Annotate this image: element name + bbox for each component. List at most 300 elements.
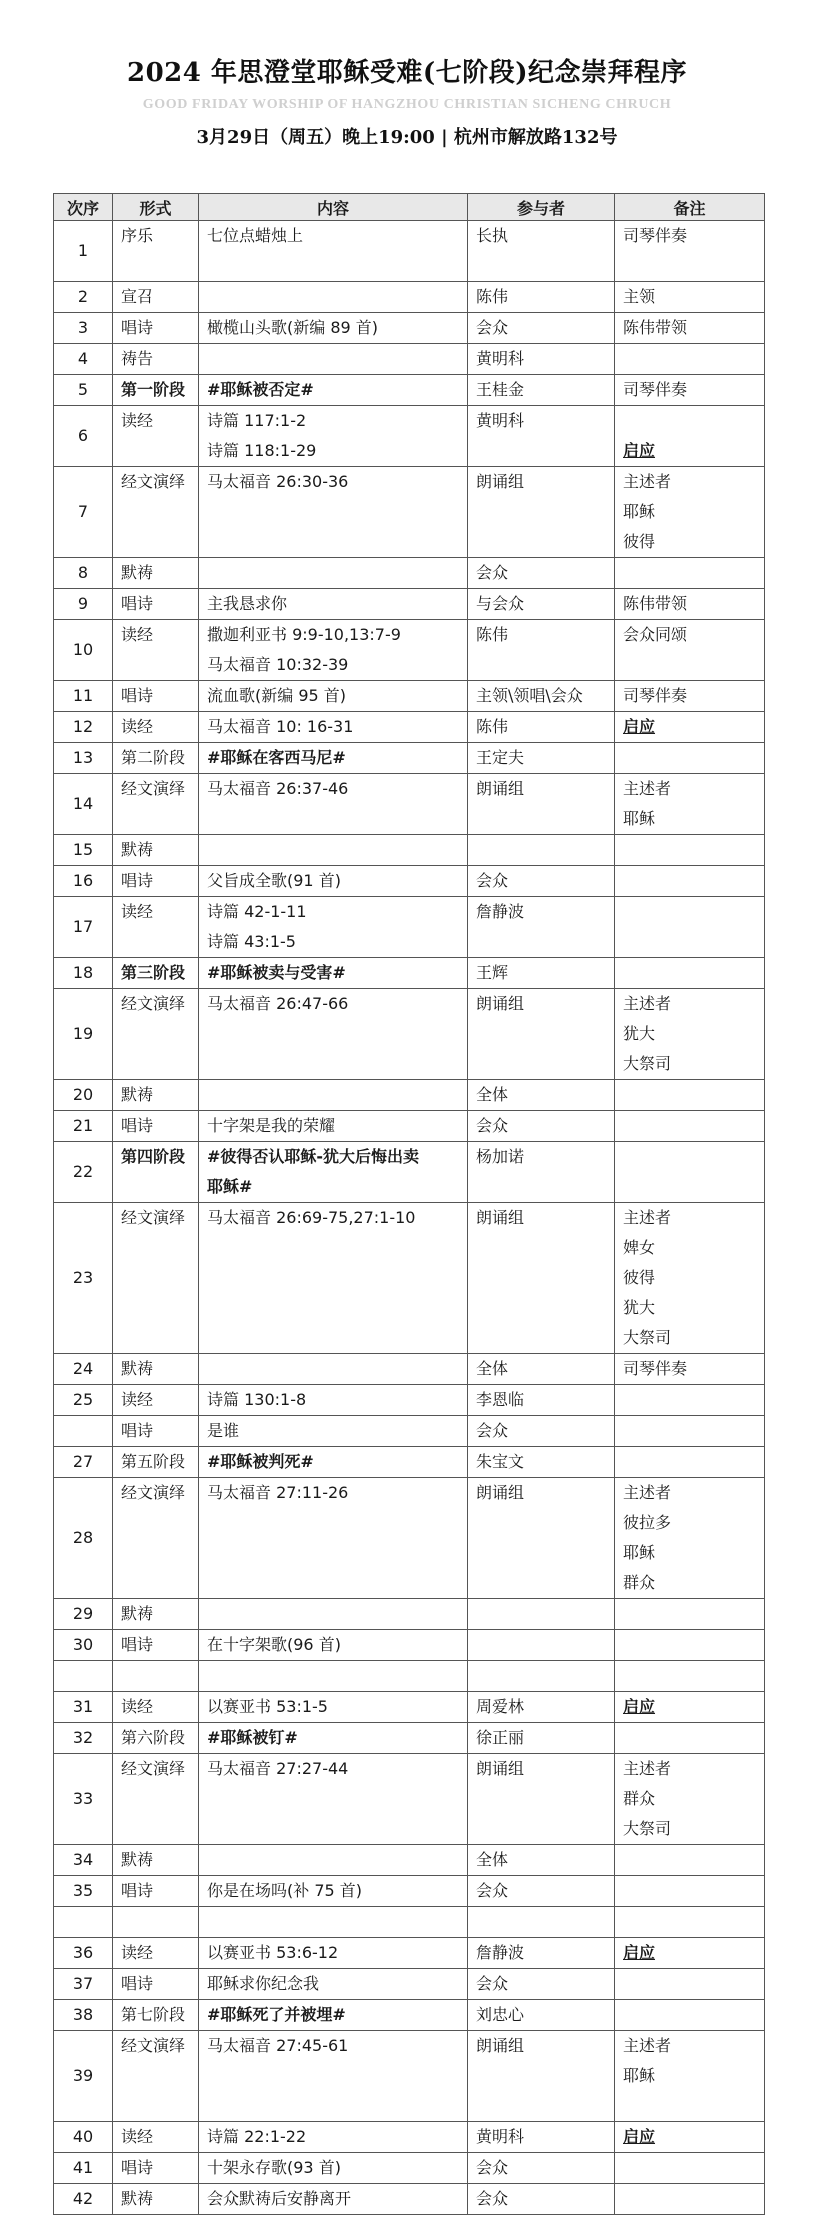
notes-line: 启应 [623,1697,656,1716]
order-cell: 41 [54,2153,113,2184]
notes-cell [615,743,765,774]
notes-line [623,897,764,927]
content-line: 十架永存歌(93 首) [207,2158,341,2177]
content-line: 马太福音 26:47-66 [207,994,349,1013]
participants-cell: 会众 [468,558,615,589]
content-line: 马太福音 10: 16-31 [207,717,354,736]
page-title: 2024 年思澄堂耶稣受难(七阶段)纪念崇拜程序 [126,58,688,88]
form-cell: 唱诗 [113,589,199,620]
order-cell: 15 [54,835,113,866]
notes-line: 大祭司 [623,1328,672,1347]
table-row [54,1845,765,1876]
notes-line [623,743,764,773]
spacer-cell [615,1907,765,1938]
form-cell: 唱诗 [113,1416,199,1447]
participants-cell: 朱宝文 [468,1447,615,1478]
order-cell: 34 [54,1845,113,1876]
notes-cell [615,620,765,681]
form-cell: 经文演绎 [113,467,199,558]
content-cell [199,2000,468,2031]
notes-line: 陈伟带领 [623,594,688,613]
notes-line: 群众 [623,1573,656,1592]
participants-cell: 朗诵组 [468,1754,615,1845]
notes-cell [615,681,765,712]
content-cell [199,1142,468,1203]
participants-cell: 长执 [468,221,615,282]
participants-cell: 会众 [468,2184,615,2215]
order-cell: 24 [54,1354,113,1385]
notes-line: 会众同颂 [623,625,688,644]
participants-cell [468,1599,615,1630]
form-cell: 唱诗 [113,866,199,897]
order-cell: 20 [54,1080,113,1111]
content-cell [199,1692,468,1723]
participants-cell: 朗诵组 [468,1478,615,1599]
notes-cell [615,1754,765,1845]
table-body [54,221,765,2215]
table-row [54,1754,765,1845]
notes-cell [615,313,765,344]
form-cell: 默祷 [113,1845,199,1876]
notes-line: 耶稣 [623,1543,656,1562]
form-cell: 祷告 [113,344,199,375]
notes-cell [615,375,765,406]
notes-line: 犹大 [623,1024,656,1043]
form-cell: 默祷 [113,835,199,866]
column-header-form: 形式 [113,194,199,221]
notes-cell [615,2153,765,2184]
table-row [54,467,765,558]
content-line: 马太福音 10:32-39 [207,655,349,674]
content-cell [199,1385,468,1416]
notes-line [623,344,764,374]
table-row [54,1938,765,1969]
content-line: 是谁 [207,1421,240,1440]
content-line: #彼得否认耶稣-犹大后悔出卖 [207,1147,420,1166]
content-cell [199,1876,468,1907]
notes-cell [615,221,765,282]
participants-cell: 黄明科 [468,406,615,467]
content-line: 诗篇 117:1-2 [207,411,307,430]
content-line [207,558,467,588]
notes-line: 陈伟带领 [623,318,688,337]
notes-line: 犹大 [623,1298,656,1317]
notes-line [623,2153,764,2183]
order-cell: 32 [54,1723,113,1754]
notes-line: 主述者 [623,1759,672,1778]
content-line: 马太福音 26:37-46 [207,779,349,798]
order-cell: 11 [54,681,113,712]
content-line: #耶稣被钉# [207,1728,298,1747]
content-cell [199,2184,468,2215]
order-cell: 29 [54,1599,113,1630]
participants-cell: 朗诵组 [468,467,615,558]
table-row [54,344,765,375]
order-cell: 2 [54,282,113,313]
participants-cell: 朗诵组 [468,774,615,835]
content-line: 马太福音 27:11-26 [207,1483,349,1502]
notes-line: 主述者 [623,472,672,491]
participants-cell: 会众 [468,866,615,897]
form-cell: 经文演绎 [113,1478,199,1599]
participants-cell: 王辉 [468,958,615,989]
content-cell [199,1630,468,1661]
order-cell: 21 [54,1111,113,1142]
participants-cell: 黄明科 [468,344,615,375]
participants-cell: 主领\领唱\会众 [468,681,615,712]
content-cell [199,2153,468,2184]
notes-cell [615,467,765,558]
column-header-notes: 备注 [615,194,765,221]
notes-cell [615,344,765,375]
content-cell [199,1938,468,1969]
content-line [207,1599,467,1629]
notes-cell [615,1723,765,1754]
table-row [54,375,765,406]
order-cell: 36 [54,1938,113,1969]
notes-line [623,2000,764,2030]
notes-cell [615,1938,765,1969]
content-line [207,1354,467,1384]
table-row [54,282,765,313]
content-line: 七位点蜡烛上 [207,226,304,245]
content-cell [199,1111,468,1142]
header-row [54,194,765,221]
notes-cell [615,958,765,989]
table-row [54,1723,765,1754]
spacer-cell [468,1907,615,1938]
table-row [54,1630,765,1661]
content-cell [199,221,468,282]
participants-cell: 杨加诺 [468,1142,615,1203]
content-cell [199,1354,468,1385]
table-row [54,1599,765,1630]
content-cell [199,897,468,958]
participants-cell: 会众 [468,313,615,344]
content-cell [199,558,468,589]
order-cell: 35 [54,1876,113,1907]
content-line [207,251,467,281]
content-cell [199,620,468,681]
participants-cell: 王定夫 [468,743,615,774]
content-line: 马太福音 26:69-75,27:1-10 [207,1208,416,1227]
content-line [207,835,467,865]
table-row [54,2000,765,2031]
notes-line [623,406,764,436]
table-row [54,558,765,589]
notes-cell [615,989,765,1080]
order-cell: 25 [54,1385,113,1416]
table-row [54,620,765,681]
content-line: 诗篇 43:1-5 [207,932,296,951]
notes-line [623,1447,764,1477]
form-cell: 读经 [113,1385,199,1416]
table-row [54,589,765,620]
notes-cell [615,1845,765,1876]
form-cell: 唱诗 [113,1630,199,1661]
content-line: 耶稣# [207,1177,253,1196]
column-header-participants: 参与者 [468,194,615,221]
participants-cell: 陈伟 [468,620,615,681]
notes-line [623,2091,764,2121]
order-cell: 27 [54,1447,113,1478]
content-line: 撒迦利亚书 9:9-10,13:7-9 [207,625,401,644]
content-cell [199,1478,468,1599]
form-cell: 读经 [113,2122,199,2153]
content-cell [199,1203,468,1354]
spacer-cell [54,1661,113,1692]
notes-cell [615,1876,765,1907]
order-cell: 12 [54,712,113,743]
order-cell: 23 [54,1203,113,1354]
content-line: 以赛亚书 53:6-12 [207,1943,339,1962]
notes-line: 启应 [623,2127,656,2146]
content-cell [199,743,468,774]
participants-cell: 朗诵组 [468,2031,615,2122]
content-line: 诗篇 130:1-8 [207,1390,307,1409]
participants-cell: 会众 [468,1876,615,1907]
table-row [54,681,765,712]
notes-line: 司琴伴奏 [623,1359,688,1378]
order-cell: 30 [54,1630,113,1661]
content-line: 流血歌(新编 95 首) [207,686,347,705]
table-row [54,1692,765,1723]
participants-cell: 黄明科 [468,2122,615,2153]
notes-cell [615,835,765,866]
participants-cell [468,835,615,866]
form-cell: 读经 [113,897,199,958]
form-cell: 默祷 [113,1080,199,1111]
form-cell: 唱诗 [113,1876,199,1907]
order-cell: 14 [54,774,113,835]
notes-cell [615,1478,765,1599]
form-cell: 默祷 [113,1599,199,1630]
order-cell: 8 [54,558,113,589]
table-row [54,2122,765,2153]
content-cell [199,313,468,344]
order-cell: 19 [54,989,113,1080]
table-row [54,2153,765,2184]
notes-line: 主述者 [623,994,672,1013]
notes-line: 耶稣 [623,2066,656,2085]
spacer-cell [199,1907,468,1938]
content-cell [199,2122,468,2153]
participants-cell: 与会众 [468,589,615,620]
form-cell: 第一阶段 [113,375,199,406]
notes-line [623,558,764,588]
form-cell: 读经 [113,406,199,467]
notes-line: 大祭司 [623,1819,672,1838]
notes-line [623,1599,764,1629]
content-cell [199,989,468,1080]
table-row [54,1876,765,1907]
form-cell: 经文演绎 [113,989,199,1080]
order-cell [54,1416,113,1447]
table-row [54,1142,765,1203]
content-line: 父旨成全歌(91 首) [207,871,341,890]
table-row [54,743,765,774]
content-cell [199,835,468,866]
table-row [54,712,765,743]
content-cell [199,375,468,406]
notes-cell [615,1692,765,1723]
notes-line [623,2184,764,2214]
form-cell: 默祷 [113,2184,199,2215]
notes-line [623,1630,764,1660]
notes-cell [615,1354,765,1385]
participants-cell: 刘忠心 [468,2000,615,2031]
content-cell [199,282,468,313]
table-row [54,835,765,866]
notes-line [623,1111,764,1141]
content-line [207,1080,467,1110]
order-cell: 1 [54,221,113,282]
notes-line: 司琴伴奏 [623,686,688,705]
content-line: #耶稣被否定# [207,380,314,399]
participants-cell: 周爱林 [468,1692,615,1723]
notes-cell [615,406,765,467]
form-cell: 第五阶段 [113,1447,199,1478]
notes-line: 主述者 [623,1483,672,1502]
table-row [54,406,765,467]
table-row [54,1203,765,1354]
table-row [54,221,765,282]
order-cell: 9 [54,589,113,620]
content-line: 马太福音 26:30-36 [207,472,349,491]
date-location: 3月29日（周五）晚上19:00 | 杭州市解放路132号 [196,127,618,148]
content-cell [199,1447,468,1478]
form-cell: 默祷 [113,1354,199,1385]
notes-line [623,1080,764,1110]
notes-line: 婢女 [623,1238,656,1257]
content-cell [199,681,468,712]
content-cell [199,1723,468,1754]
form-cell: 读经 [113,620,199,681]
content-line [207,1845,467,1875]
table-row [54,1385,765,1416]
content-cell [199,1599,468,1630]
notes-cell [615,1142,765,1203]
notes-line: 启应 [623,717,656,736]
participants-cell: 朗诵组 [468,989,615,1080]
participants-cell: 王桂金 [468,375,615,406]
content-line: 你是在场吗(补 75 首) [207,1881,363,1900]
program-header [0,0,814,149]
form-cell: 唱诗 [113,2153,199,2184]
form-cell: 第六阶段 [113,1723,199,1754]
table-row [54,2184,765,2215]
participants-cell: 会众 [468,2153,615,2184]
content-cell [199,1969,468,2000]
content-line [207,282,467,312]
order-cell: 22 [54,1142,113,1203]
notes-line: 彼拉多 [623,1513,672,1532]
participants-cell: 会众 [468,1416,615,1447]
spacer-cell [113,1907,199,1938]
notes-line: 彼得 [623,532,656,551]
form-cell: 默祷 [113,558,199,589]
table-header [54,194,765,221]
notes-line: 启应 [623,441,656,460]
form-cell: 经文演绎 [113,1754,199,1845]
notes-line: 司琴伴奏 [623,226,688,245]
content-line: #耶稣死了并被埋# [207,2005,346,2024]
column-header-content: 内容 [199,194,468,221]
content-line: 诗篇 22:1-22 [207,2127,307,2146]
order-cell: 31 [54,1692,113,1723]
form-cell: 唱诗 [113,1969,199,2000]
form-cell: 第三阶段 [113,958,199,989]
form-cell: 经文演绎 [113,2031,199,2122]
order-cell: 13 [54,743,113,774]
participants-cell: 会众 [468,1969,615,2000]
content-line: 诗篇 42-1-11 [207,902,307,921]
participants-cell: 全体 [468,1845,615,1876]
participants-cell: 陈伟 [468,282,615,313]
order-cell: 28 [54,1478,113,1599]
content-line: #耶稣在客西马尼# [207,748,346,767]
notes-cell [615,1203,765,1354]
notes-cell [615,1111,765,1142]
form-cell: 第二阶段 [113,743,199,774]
table-row [54,2031,765,2122]
content-cell [199,1080,468,1111]
notes-cell [615,282,765,313]
participants-cell: 全体 [468,1080,615,1111]
order-cell: 7 [54,467,113,558]
content-line: 耶稣求你纪念我 [207,1974,320,1993]
notes-cell [615,1416,765,1447]
order-cell: 10 [54,620,113,681]
form-cell: 读经 [113,712,199,743]
order-cell: 16 [54,866,113,897]
content-cell [199,1416,468,1447]
notes-line [623,835,764,865]
notes-line: 启应 [623,1943,656,1962]
content-line: 在十字架歌(96 首) [207,1635,341,1654]
form-cell: 唱诗 [113,681,199,712]
order-cell: 38 [54,2000,113,2031]
form-cell: 读经 [113,1692,199,1723]
notes-line: 主述者 [623,1208,672,1227]
notes-line [623,1845,764,1875]
participants-cell: 詹静波 [468,1938,615,1969]
content-cell [199,589,468,620]
content-cell [199,774,468,835]
table-row [54,1447,765,1478]
notes-line [623,958,764,988]
notes-line: 大祭司 [623,1054,672,1073]
notes-line: 主述者 [623,2036,672,2055]
notes-line [623,1416,764,1446]
notes-line [623,1969,764,1999]
notes-cell [615,2184,765,2215]
table-row [54,1478,765,1599]
table-row [54,1416,765,1447]
content-line: 主我恳求你 [207,594,288,613]
content-cell [199,344,468,375]
form-cell: 宣召 [113,282,199,313]
order-cell: 37 [54,1969,113,2000]
order-cell: 42 [54,2184,113,2215]
participants-cell: 陈伟 [468,712,615,743]
notes-cell [615,589,765,620]
form-cell: 经文演绎 [113,774,199,835]
order-cell: 6 [54,406,113,467]
order-cell: 39 [54,2031,113,2122]
order-cell: 5 [54,375,113,406]
notes-line: 彼得 [623,1268,656,1287]
